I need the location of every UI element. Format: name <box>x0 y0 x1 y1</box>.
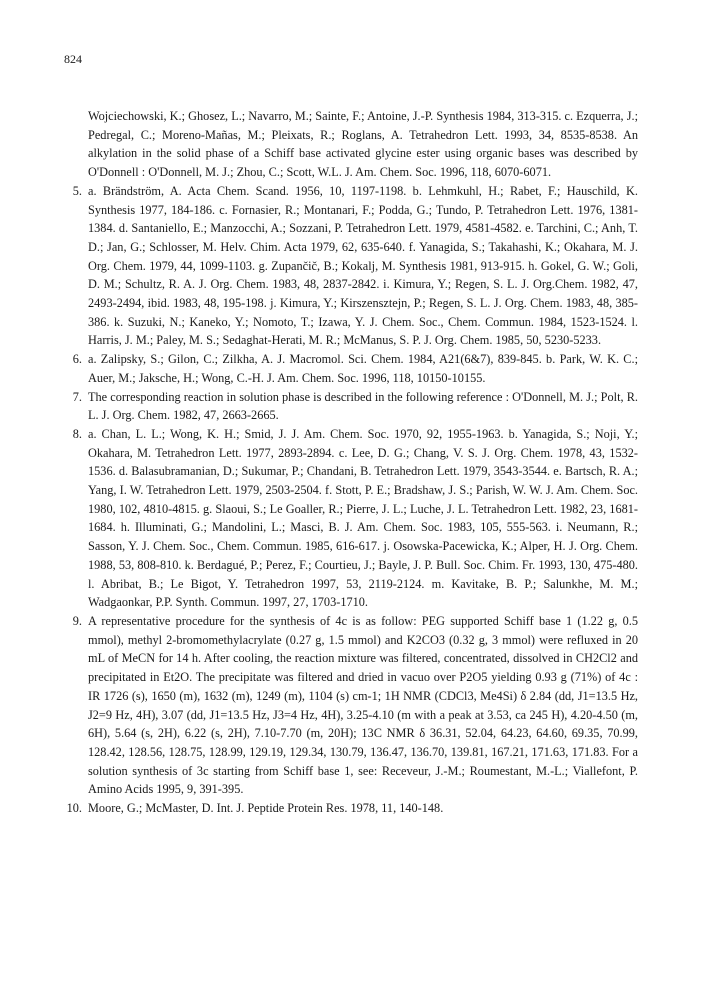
reference-number: 6. <box>72 352 82 367</box>
reference-text: a. Brändström, A. Acta Chem. Scand. 1956, 10, 1197-1198. b. Lehmkuhl, H.; Rabet, F.; Hauschild, K. Synthesis 1977, 184-186. c. Fornasier, R.; Montanari, F.; Podda, G.; Tundo, P. Tetrahedron Lett. 1976, 1381-1384. d. Santaniello, E.; Manzocchi, A.; Sozzani, P. Tetrahedron Lett. 1979, 4581-4582. e. Tarchini, C.; Anh, T. D.; Jan, G.; Schlosser, M. Helv. Chim. Acta 1979, 62, 635-640. f. Yanagida, S.; Takahashi, K.; Okahara, M. J. Org. Chem. 1979, 44, 1099-1103. g. Zupančič, B.; Kokalj, M. Synthesis 1981, 913-915. h. Gokel, G. W.; Goli, D. M.; Schultz, R. A. J. Org. Chem. 1983, 48, 2837-2842. i. Kimura, Y.; Regen, S. L. J. Org.Chem. 1982, 47, 2493-2494, ibid. 1983, 48, 195-198. j. Kimura, Y.; Kirszensztejn, P.; Regen, S. L. J. Org. Chem. 1983, 48, 385-386. k. Suzuki, N.; Kaneko, Y.; Nomoto, T.; Izawa, Y. J. Chem. Soc., Chem. Commun. 1984, 1523-1524. l. Harris, J. M.; Paley, M. S.; Sedaghat-Herati, M. R.; McManus, S. P. J. Org. Chem. 1985, 50, 5230-5233. <box>88 183 638 348</box>
reference-text: a. Zalipsky, S.; Gilon, C.; Zilkha, A. J. Macromol. Sci. Chem. 1984, A21(6&7), 839-845. b. Park, W. K. C.; Auer, M.; Jaksche, H.; Wong, C.-H. J. Am. Chem. Soc. 1996, 118, 10150-10155. <box>88 352 638 385</box>
reference-item <box>72 350 638 387</box>
reference-item <box>72 388 638 425</box>
reference-item <box>88 107 638 182</box>
page-number: 824 <box>64 52 82 66</box>
reference-number: 7. <box>72 389 82 404</box>
reference-number: 9. <box>72 613 82 628</box>
reference-text: Wojciechowski, K.; Ghosez, L.; Navarro, M.; Sainte, F.; Antoine, J.-P. Synthesis 1984, 313-315. c. Ezquerra, J.; Pedregal, C.; Moreno-Mañas, M.; Pleixats, R.; Roglans, A. Tetrahedron Lett. 1993, 34, 8535-8538. An alkylation in the solid phase of a Schiff base activated glycine ester using organic bases was described by O'Donnell : O'Donnell, M. J.; Zhou, C.; Scott, W.L. J. Am. Chem. Soc. 1996, 118, 6070-6071. <box>88 109 638 180</box>
reference-number: 10. <box>66 801 82 816</box>
reference-text: a. Chan, L. L.; Wong, K. H.; Smid, J. J. Am. Chem. Soc. 1970, 92, 1955-1963. b. Yanagida, S.; Noji, Y.; Okahara, M. Tetrahedron Lett. 1977, 2893-2894. c. Lee, D. G.; Chang, V. S. J. Org. Chem. 1978, 43, 1532-1536. d. Balasubramanian, D.; Sukumar, P.; Chandani, B. Tetrahedron Lett. 1979, 3543-3544. e. Bartsch, R. A.; Yang, I. W. Tetrahedron Lett. 1979, 2503-2504. f. Stott, P. E.; Bradshaw, J. S.; Parish, W. W. J. Am. Chem. Soc. 1980, 102, 4810-4815. g. Slaoui, S.; Le Goaller, R.; Pierre, J. L.; Luche, J. L. Tetrahedron Lett. 1982, 23, 1681-1684. h. Illuminati, G.; Mandolini, L.; Masci, B. J. Am. Chem. Soc. 1983, 105, 555-563. i. Neumann, R.; Sasson, Y. J. Chem. Soc., Chem. Commun. 1985, 616-617. j. Osowska-Pacewicka, K.; Alper, H. J. Org. Chem. 1988, 53, 808-810. k. Berdagué, P.; Perez, F.; Courtieu, J.; Bayle, J. P. Bull. Soc. Chim. Fr. 1993, 130, 475-480. l. Abribat, B.; Le Bigot, Y. Tetrahedron 1997, 53, 2119-2124. m. Kavitake, B. P.; Salunkhe, M. M.; Wadgaonkar, P.P. Synth. Commun. 1997, 27, 1703-1710. <box>88 426 638 610</box>
reference-item <box>66 799 638 818</box>
reference-item <box>72 612 638 799</box>
reference-text: A representative procedure for the synthesis of 4c is as follow: PEG supported Schiff base 1 (1.22 g, 0.5 mmol), methyl 2-bromomethylacrylate (0.27 g, 1.5 mmol) and K2CO3 (0.32 g, 3 mmol) were refluxed in 20 mL of MeCN for 14 h. After cooling, the reaction mixture was filtered, concentrated, dissolved in CH2Cl2 and precipitated in Et2O. The precipitate was filtered and dried in vacuo over P2O5 yielding 0.93 g (71%) of 4c : IR 1726 (s), 1650 (m), 1632 (m), 1249 (m), 1104 (s) cm-1; 1H NMR (CDCl3, Me4Si) δ 2.84 (dd, J1=13.5 Hz, J2=9 Hz, 4H), 3.07 (dd, J1=13.5 Hz, J3=4 Hz, 4H), 3.25-4.10 (m with a peak at 3.53, ca 245 H), 4.20-4.50 (m, 6H), 5.64 (s, 2H), 6.22 (s, 2H), 7.10-7.70 (m, 20H); 13C NMR δ 36.31, 52.04, 64.23, 64.60, 69.35, 70.99, 128.42, 128.56, 128.75, 128.99, 129.19, 129.34, 130.79, 136.47, 136.70, 139.81, 167.21, 171.63, 171.83. For a solution synthesis of 3c starting from Schiff base 1, see: Receveur, J.-M.; Roumestant, M.-L.; Viallefont, P. Amino Acids 1995, 9, 391-395. <box>88 613 638 797</box>
reference-text: Moore, G.; McMaster, D. Int. J. Peptide Protein Res. 1978, 11, 140-148. <box>88 801 444 816</box>
reference-number: 5. <box>72 183 82 198</box>
reference-text: The corresponding reaction in solution phase is described in the following reference : O'Donnell, M. J.; Polt, R. L. J. Org. Chem. 1982, 47, 2663-2665. <box>88 389 638 423</box>
reference-item <box>72 425 638 612</box>
reference-list <box>66 107 638 818</box>
reference-item <box>72 182 638 350</box>
reference-number: 8. <box>72 426 82 441</box>
